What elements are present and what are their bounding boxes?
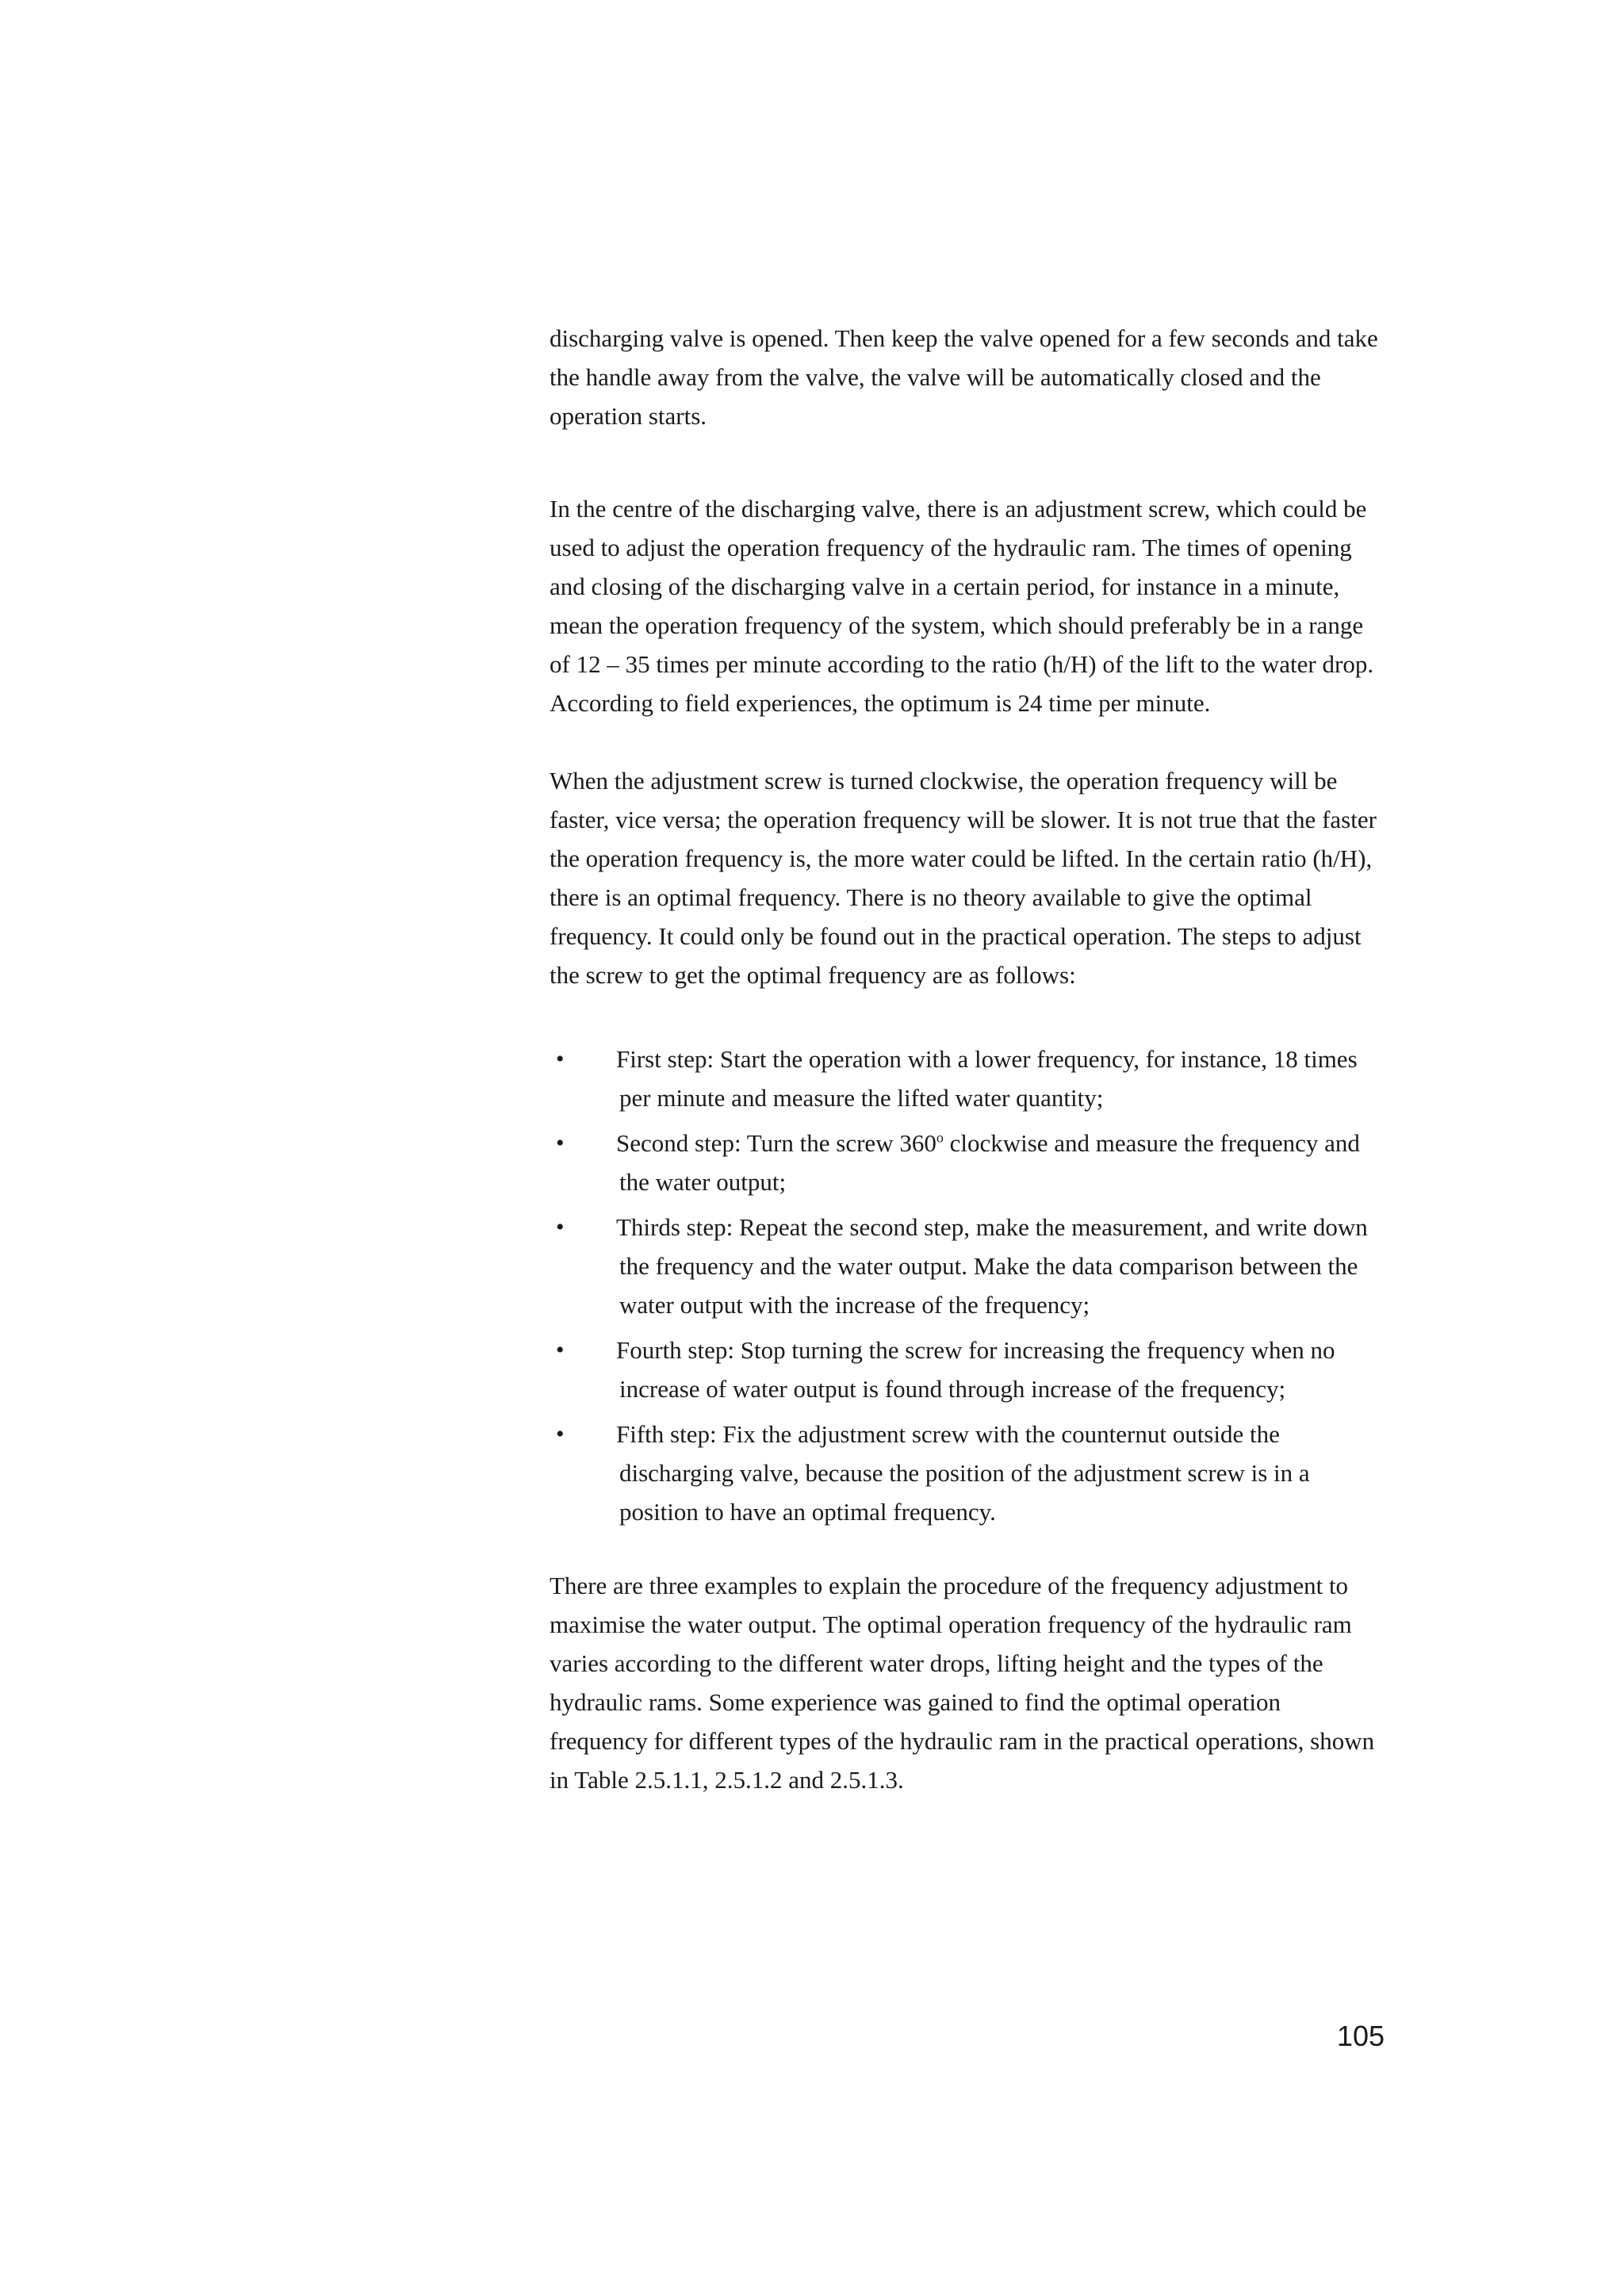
- step-text: First step: Start the operation with a lower frequency, for instance, 18 times per minute and measure the lifted water quantity;: [616, 1045, 1358, 1112]
- list-item-step-2: [550, 1124, 1382, 1201]
- page-number: 105: [1337, 2020, 1385, 2052]
- bullet-icon: •: [556, 1046, 565, 1072]
- step-text: Thirds step: Repeat the second step, make the measurement, and write down the frequency and the water output. Make the data comparison between the water output with the increase of the frequency;: [616, 1213, 1368, 1319]
- degree-superscript: o: [936, 1129, 944, 1146]
- list-item-step-4: [550, 1331, 1382, 1408]
- list-item-step-1: [550, 1040, 1382, 1117]
- step-text: [616, 1124, 1382, 1201]
- bullet-icon: •: [556, 1214, 565, 1240]
- list-item-step-3: [550, 1208, 1382, 1324]
- page-body: [550, 319, 1382, 1799]
- step-text: Fourth step: Stop turning the screw for increasing the frequency when no increase of water output is found through increase of the frequency;: [616, 1336, 1335, 1403]
- bullet-icon: •: [556, 1130, 565, 1156]
- bullet-icon: •: [556, 1337, 565, 1363]
- paragraph-frequency-direction: When the adjustment screw is turned clockwise, the operation frequency will be faster, vice versa; the operation frequency will be slower. It is not true that the faster the operation frequency is, the more water could be lifted. In the certain ratio (h/H), there is an optimal frequency. There is no theory available to give the optimal frequency. It could only be found out in the practical operation. The steps to adjust the screw to get the optimal frequency are as follows:: [550, 767, 1377, 989]
- list-item-step-5: [550, 1415, 1382, 1531]
- paragraph-adjustment-screw: In the centre of the discharging valve, there is an adjustment screw, which could be used to adjust the operation frequency of the hydraulic ram. The times of opening and closing of the discharging valve in a certain period, for instance in a minute, mean the operation frequency of the system, which should preferably be in a range of 12 – 35 times per minute according to the ratio (h/H) of the lift to the water drop. According to field experiences, the optimum is 24 time per minute.: [550, 495, 1374, 717]
- step-text-after: clockwise and measure the frequency and the water output;: [619, 1129, 1360, 1196]
- adjustment-steps-list: [550, 1040, 1382, 1531]
- paragraph-continuation: discharging valve is opened. Then keep the valve opened for a few seconds and take the handle away from the valve, the valve will be automatically closed and the operation starts.: [550, 324, 1378, 430]
- step-text: Fifth step: Fix the adjustment screw with the counternut outside the discharging valve, because the position of the adjustment screw is in a position to have an optimal frequency.: [616, 1420, 1310, 1526]
- step-text-before: Second step: Turn the screw 360: [616, 1129, 936, 1157]
- bullet-icon: •: [556, 1421, 565, 1447]
- paragraph-examples: There are three examples to explain the procedure of the frequency adjustment to maximise the water output. The optimal operation frequency of the hydraulic ram varies according to the different water drops, lifting height and the types of the hydraulic rams. Some experience was gained to find the optimal operation frequency for different types of the hydraulic ram in the practical operations, shown in Table 2.5.1.1, 2.5.1.2 and 2.5.1.3.: [550, 1572, 1375, 1794]
